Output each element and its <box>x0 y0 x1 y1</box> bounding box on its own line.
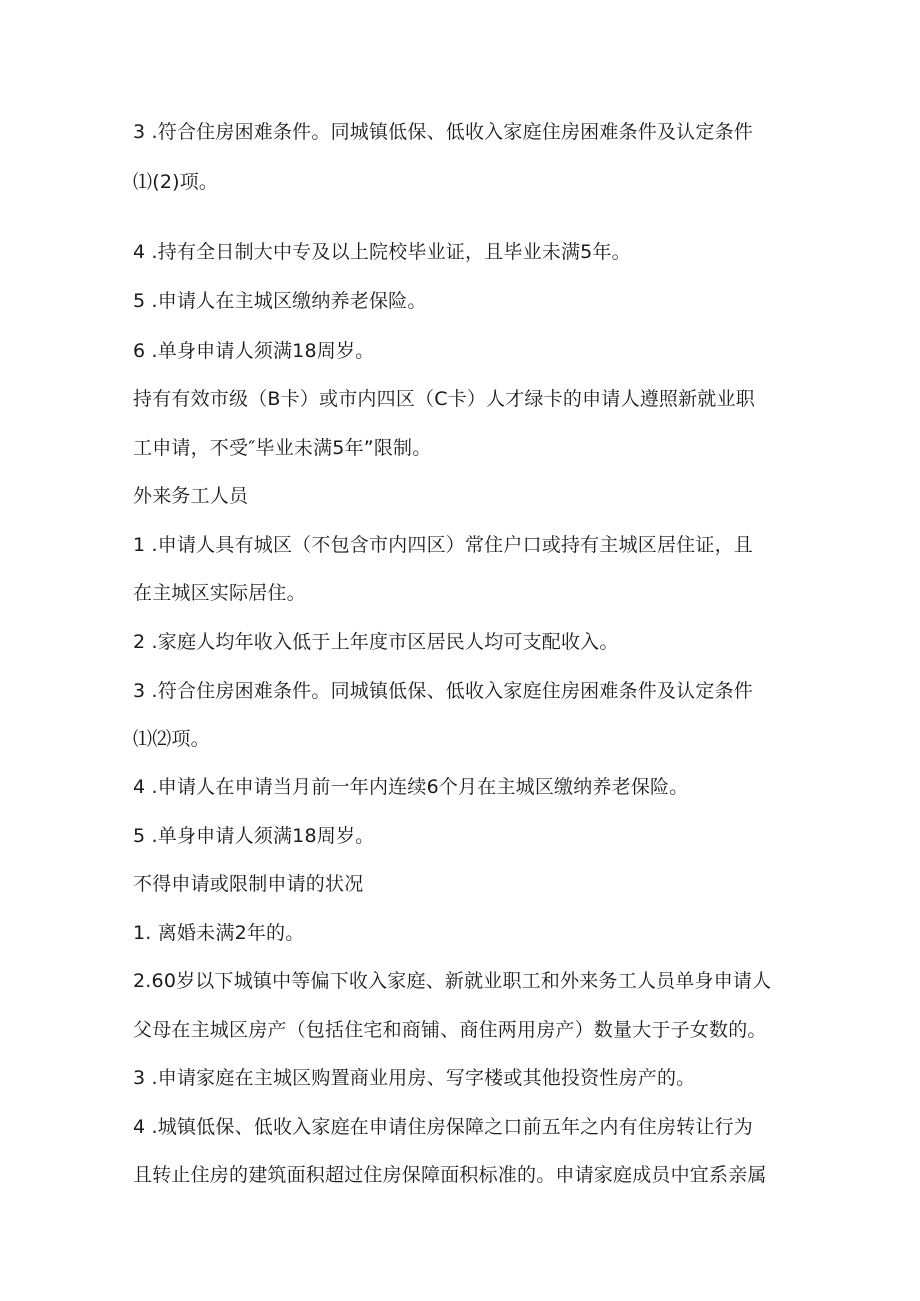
section-heading: 外来务工人员 <box>133 485 249 507</box>
paragraph-line: 4 .城镇低保、低收入家庭在申请住房保障之口前五年之内有住房转让行为 <box>133 1116 753 1138</box>
paragraph-line: 且转止住房的建筑面积超过住房保障面积标准的。申请家庭成员中宜系亲属 <box>133 1164 767 1186</box>
paragraph-line: 6 .单身申请人须满18周岁。 <box>133 340 375 362</box>
paragraph-line: 5 .单身申请人须满18周岁。 <box>133 825 375 847</box>
paragraph-line: 4 .申请人在申请当月前一年内连续6个月在主城区缴纳养老保险。 <box>133 776 689 798</box>
section-heading: 不得申请或限制申请的状况 <box>133 873 364 895</box>
paragraph-line: ⑴⑵项。 <box>133 728 210 750</box>
paragraph-line: 工申请，不受″毕业未满5年”限制。 <box>133 437 432 459</box>
paragraph-line: 5 .申请人在主城区缴纳养老保险。 <box>133 290 427 312</box>
paragraph-line: 3 .申请家庭在主城区购置商业用房、写字楼或其他投资性房产的。 <box>133 1067 696 1089</box>
paragraph-line: 父母在主城区房产（包括住宅和商铺、商住两用房产）数量大于子女数的。 <box>133 1019 767 1041</box>
paragraph-line: 在主城区实际居住。 <box>133 582 306 604</box>
paragraph-line: 2.60岁以下城镇中等偏下收入家庭、新就业职工和外来务工人员单身申请人 <box>133 970 772 992</box>
paragraph-line: 1 .申请人具有城区（不包含市内四区）常住户口或持有主城区居住证，且 <box>133 534 753 556</box>
paragraph-line: 4 .持有全日制大中专及以上院校毕业证，且毕业未满5年。 <box>133 241 631 263</box>
paragraph-line: 3 .符合住房困难条件。同城镇低保、低收入家庭住房困难条件及认定条件 <box>133 121 753 143</box>
paragraph-line: ⑴(2)项。 <box>133 171 219 193</box>
paragraph-line: 3 .符合住房困难条件。同城镇低保、低收入家庭住房困难条件及认定条件 <box>133 680 753 702</box>
paragraph-line: 持有有效市级（B卡）或市内四区（C卡）人才绿卡的申请人遵照新就业职 <box>133 388 755 410</box>
paragraph-line: 1. 离婚未满2年的。 <box>133 922 305 944</box>
paragraph-line: 2 .家庭人均年收入低于上年度市区居民人均可支配收入。 <box>133 631 619 653</box>
